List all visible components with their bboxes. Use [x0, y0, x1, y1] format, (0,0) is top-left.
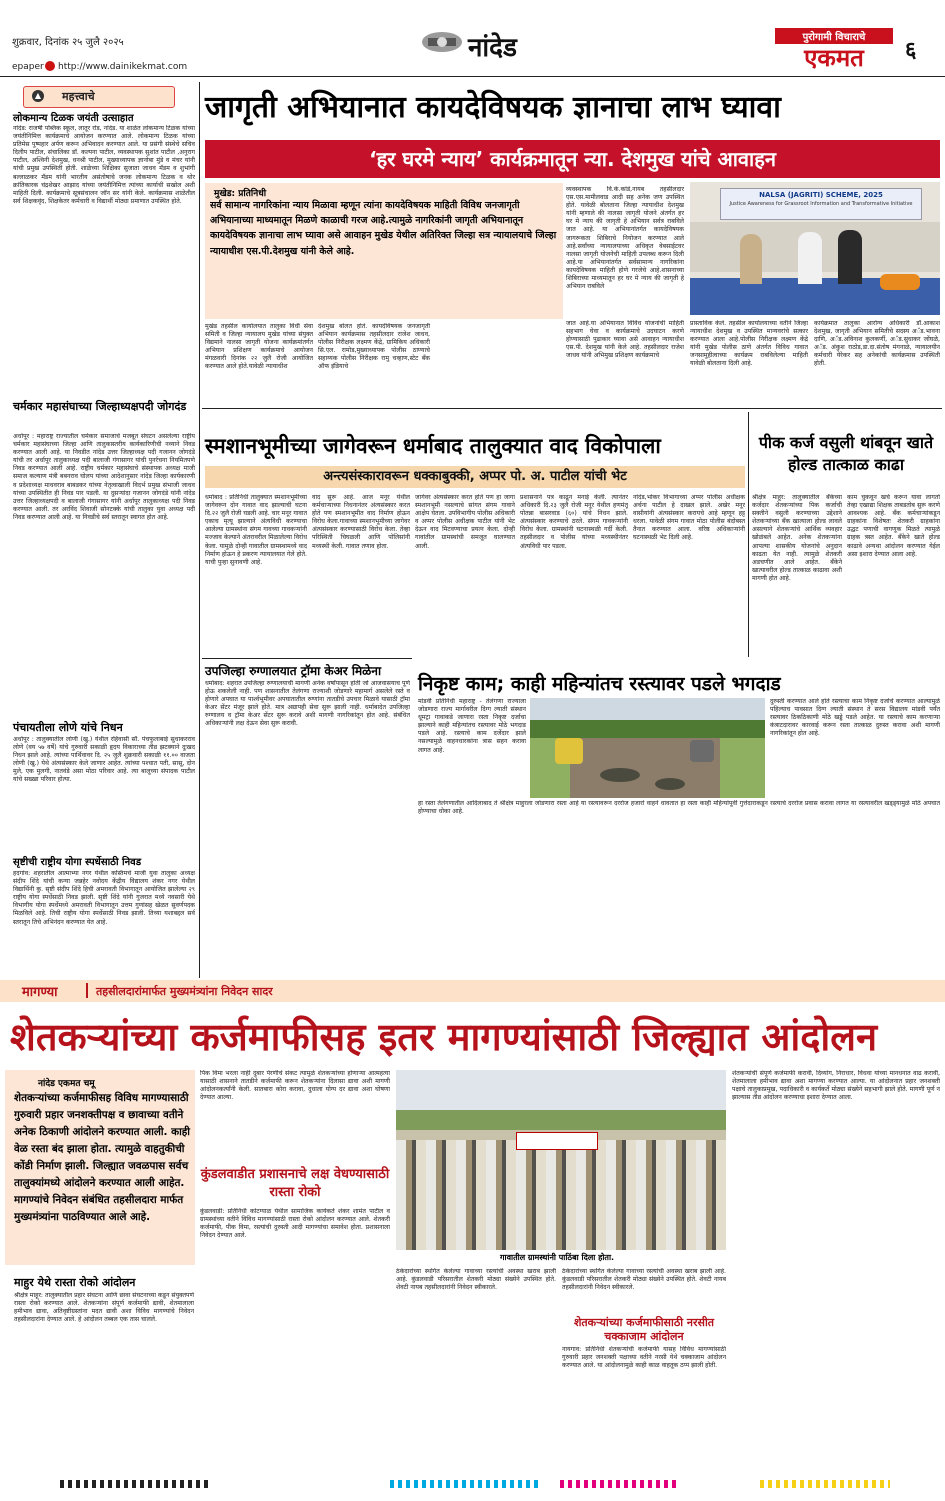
demands-col: ठेकेदारांच्या स्थगित केलेल्या गावाच्या रस्त्यांची अवस्था खराब झाली आहे. कुंडलवाडी परिसरातील शेतकरी मोठ्या संख्येने उपस्थित होते. शेवटी नायब तहसीलदारांनी निवेदन स्वीकारले.: [396, 1268, 556, 1292]
demands-headline: शेतकऱ्यांच्या कर्जमाफीसह इतर मागण्यांसाठी जिल्ह्यात आंदोलन: [10, 1015, 878, 1059]
sidebar-item-title: सृष्टीची राष्ट्रीय योगा स्पर्धेसाठी निवड: [13, 857, 142, 868]
demands-sub-body: कुंडलवाडी: प्रतिनिधी कोटग्याळ येथील सामाजिक कार्यकर्ते शंकर शामंत पाटील व ग्रामस्थांच्या वतीने विविध मागण्यांसाठी रास्ता रोको आंदोलन करण्यात आले. शेतकरी कर्जमाफी, पीक विमा, रस्त्यांची दुरुस्ती आदी मागण्यांचा समावेश होता. प्रशासनाला निवेदन देण्यात आले.: [200, 1208, 390, 1240]
photo-vehicle: [690, 740, 714, 762]
cremation-col: वाद सुरू आहे. आज मनूर येथील कर्मचाऱ्याच्या निधनानंतर अंत्यसंस्कार करत होते पण स्मशानभूमीत वाद निर्माण होऊन विरोध केला.गावाच्या स्मशानभूमीच्या जागेवर अंत्यसंस्कार करण्यासाठी विरोध केला. तेव्हा परिस्थिती चिघळली आणि पोलिसांनी मध्यस्थी केली. गावात तणाव होता.: [312, 494, 410, 550]
section-rule: [202, 658, 412, 659]
photo-person: [798, 232, 822, 284]
lead-col: देशमुख बोलत होते. कायदेविषयक जनजागृती अभियान कार्यक्रमास तहसीलदार राजेश जाधव, पोलीस निरीक्षक लक्ष्मण केंद्रे, ग्रामिकिय अधिकारी सि.एल. रामोड,मुख्याध्यापक पोलीस ठाण्याचे सहाय्यक पोलीस निरीक्षक रामु चव्हाण,स्टेट बँक ऑफ इंडियाचे: [318, 323, 430, 371]
photo-crowd: [396, 1140, 726, 1250]
road-caption: हा रस्ता तेलंगणातील आदिलाबाद ते श्रीक्षेत्र माहुरला जोडणारा रस्ता आहे या रस्त्यावरून दररोज हजारो वाहने धावतात हा रस्ता काही महिन्यांपूर्वी गुत्तेदाराकडून रस्त्याचे दररोज प्रवास करावा लागत या रस्त्यावरील खड्ड्यामुळे मोठे अपघात होण्याचा धोका आहे.: [418, 800, 940, 816]
protest-photo: [396, 1070, 726, 1250]
photo-person: [740, 234, 762, 284]
lead-col: मुखेड तहसील कार्यालयात तालुका विधी सेवा समिती व जिल्हा न्यायालय मुखेड यांच्या संयुक्त विद्यमाने नालसा जागृती योजना कार्यक्रमांतर्गत अभियान प्रशिक्षण कार्यक्रमाचे आयोजन मंगळवारी दिनांक २२ जुलै रोजी आयोजित करण्यात आले होते.यावेळी न्यायाधीश: [205, 323, 313, 371]
lead-dateline: मुखेड: प्रतिनिधी: [214, 189, 267, 199]
demands-kicker-bar: [0, 980, 945, 1002]
registration-mark: [760, 1480, 890, 1488]
masthead-date: शुक्रवार, दिनांक २५ जुलै २०२५: [12, 37, 124, 48]
sidebar-item-body: अर्धापूर : महाराष्ट्र राज्यातील चर्मकार समाजाचे मजबूत संघटन असलेल्या राष्ट्रीय चर्मकार महासंघाच्या जिल्हा आणि तालुकास्तरीय कार्यकारिणीची नव्याने निवड करण्यात आली आहे. या निवडीत नांदेड उत्तर जिल्हाध्यक्ष पदी गजानन जोगदंडे यांची तर अर्धापूर तालुकाध्यक्ष पदी बालाजी गंगासागर यांची पुनर्रचना नियमितपणे निवड करण्यात आली आहे. राष्ट्रीय चर्मकार महासंघाचे संस्थापक अध्यक्ष माजी समाज कल्याण मंत्री बबनराव घोलप यांच्या आदेशानुसार नांदेड जिल्हा कार्यकारणी व प्रदेशाध्यक्ष माधवराव बाबडकर यांच्या नेतृत्वाखाली विदर्भ प्रमुख संभाजी जाधव यांच्या उपस्थितीत ही निवड पार पडली. या दुसऱ्यांदा गजानन जोगदंडे यांनी नांदेड उत्तर जिल्हाध्यक्षपदी व बालाजी गंगासागर यांनी अर्धापूर तालुकाध्यक्ष पदी निवड करण्यात आली. तर अरविंद शिवाजी सोनटक्के यांची तालुका युवा अध्यक्ष पदी निवड करण्यात आली आहे. या निवडीचे सर्व स्तरातून स्वागत होत आहे.: [13, 433, 195, 521]
road-col: मांडवी प्रतिनिधी महाराष्ट्र - तेलंगणा राज्याला जोडणारा राज्य मार्गावरील दिग्ग ल्याती संस्थान धूमट्रा गावाकडे जाणारा रस्ता निकृष्ट दर्जाचा झाल्याने काही महिन्यांतच रस्त्यावर मोठे भगदाड पडले आहे. रस्त्याचे काम दर्जेदार झाले नसल्यामुळे वाहनधारकांना त्रास सहन करावा लागत आहे.: [418, 698, 526, 754]
brand-logo: [775, 28, 893, 74]
sidebar-item-title: पंचायतीला लोणे यांचे निधन: [13, 721, 123, 734]
hospital-headline: उपजिल्हा रुग्णालयात ट्रॉमा केअर मिळेना: [205, 664, 382, 678]
lead-col: कार्यक्रमात तालुका आरोग्य अधिकारी डॉ.आकाश देशमुख, जागृती अभियान समितीचे सदस्य अॅड.भावना दाणि, अॅड.अविनाश कुलकर्णी, अॅड.सुधाकर जोंघळे, अॅड. अंकुश राठोड,डा.दा.संतोष मंगनाळे, न्यायालयीन कर्मचारी येरेकर सह अनेकांची कार्यक्रमास उपस्थिती होती.: [814, 320, 940, 368]
demands-sub-title: शेतकऱ्यांच्या कर्जमाफीसाठी नरसीत चक्काजाम आंदोलन: [573, 1316, 715, 1343]
photo-caption: गावातील ग्रामस्थांनी पाठिंबा दिला होता.: [500, 1253, 615, 1262]
croploan-col: काम चुकवून खर्च करून यावा लागतो तेव्हा एखाद्या शिक्षक ताबडतोब सुरू करणे आवश्यक आहे. बँक कर्मचाऱ्यांकडून ग्राहकांना विशेषतः शेतकरी ग्राहकांना उद्धट पणाची वागणूक मिळते त्यामुळे ग्राहक त्रस्त आहेत. बँकेने खाते होल्ड काढावे अन्यथा आंदोलन करण्यात येईल असा इशारा देण्यात आला आहे.: [847, 494, 940, 558]
road-photo: [530, 698, 765, 798]
registration-mark: [390, 1480, 540, 1488]
croploan-headline: पीक कर्ज वसुली थांबवून खाते होल्ड तात्काळ काढा: [758, 433, 934, 474]
photo-pothole: [655, 778, 685, 790]
photo-person: [838, 230, 862, 284]
lead-subheadline: ‘हर घरमे न्याय’ कार्यक्रमातून न्या. देशमुख यांचे आवाहन: [369, 147, 776, 171]
sidebar: [5, 80, 197, 980]
page-number: ६: [905, 38, 917, 63]
registration-strip: [0, 1478, 945, 1492]
sidebar-label-box: [23, 86, 175, 108]
photo-flowers: [880, 274, 920, 290]
demands-sub-title: कुंडलवाडीत प्रशासनाचे लक्ष वेधण्यासाठी रास्ता रोको: [200, 1167, 390, 1200]
cremation-col: धर्माबाद : प्रतिनिधी तालुक्यात स्मशानभूमीच्या जागेवरून दोन गावात वाद झाल्याची घटना दि.२२ जुलै रोजी घडली आहे. चार मनूर गावात एकाच मृत्यू झाल्याने अंत्यविधी करण्याचा आलेल्या ग्रामस्थांना संगम गावच्या गावकऱ्यांनी मज्जाव केल्याने अंतरावरील मिळालेल्या विरोध केला. यामुळे दोन्ही गावातील ग्रामस्थामध्ये वाद निर्माण होऊन हे प्रकरण न्यायालयात गेले होते. याची पुन्हा सुनावणी आहे.: [205, 494, 307, 566]
site-url[interactable]: http://www.dainikekmat.com: [58, 62, 188, 72]
sidebar-item-body: हदगांव: शहरातील आत्माभ्या नगर येथील कस्तिमचे माजी युवा तालुका अध्यक्ष संदीप शिंदे यांची कन्या जन्नहेर नवोदय केंद्रीय विद्यालय शंकर नगर येथील विद्यार्थिनी कु. सृष्टी संदीप शिंदे हिची अमरावती विभागातून आयोजित झालेल्या २९ राष्ट्रीय योगा स्पर्धेसाठी निवड झाली. सृष्टी शिंदे यांनी गुजरात मध्ये नवसारी येथे विभागीय योगा स्पर्धेमध्ये अमरावती विभागातून उत्तम गुणांसह खेळत सुवर्णपदक मिळविले आहे. तिची राष्ट्रीय योगा स्पर्धेसाठी निवड झाली. तिच्या यशाबद्दल सर्व स्तरातून तिचे अभिनंदन करण्यात येत आहे.: [13, 870, 195, 926]
registration-mark: [560, 1480, 680, 1488]
kicker-divider: [86, 983, 88, 998]
sidebar-label: महत्त्वाचे: [62, 90, 95, 103]
photo-vehicle: [555, 738, 583, 764]
masthead-rule: [0, 76, 945, 77]
demands-intro: शेतकऱ्यांच्या कर्जमाफीसह विविध मागण्यासाठी गुरुवारी प्रहार जनशक्तीपक्ष व छावाच्या वतीने अनेक ठिकाणी आंदोलने करण्यात आली. काही वेळ रस्ता बंद झाला होता. त्यामुळे वाहतुकीची कोंडी निर्माण झाली. जिल्ह्यात जवळपास सर्वच तालुक्यांमध्ये आंदोलने करण्यात आली आहेत. मागण्यांचे निवेदन संबंधित तहसीलदारा मार्फत मुख्यमंत्र्यांना पाठविण्यात आले आहे.: [14, 1092, 191, 1223]
demands-sub-title: माहुर येथे रास्ता रोको आंदोलन: [14, 1276, 136, 1289]
demands-label: मागण्या: [22, 985, 58, 1000]
demands-col: ठेकेदारांच्या स्थगित केलेल्या गावाच्या रस्त्यांची अवस्था खराब झाली आहे. कुंडलवाडी परिसरातील शेतकरी मोठ्या संख्येने उपस्थित होते. शेवटी नायब तहसीलदारांनी निवेदन स्वीकारले.: [562, 1268, 726, 1292]
edition-name: नांदेड: [468, 33, 517, 63]
photo-banner: [516, 1132, 598, 1150]
demands-col: पिक विमा भरला नाही दुबार पेरणीचे संकट त्यामुळे शेतकऱ्यांच्या होणाऱ्या आत्महत्या यासाठी शासनाने तातडीने कर्जमाफी करून शेतकऱ्यांना दिलासा द्यावा अशी मागणी आंदोलनकर्त्यांनी केली. सातबारा कोरा करावा, दुधाला योग्य दर द्यावा अशा घोषणा देण्यात आल्या.: [200, 1070, 390, 1102]
column-divider: [748, 412, 749, 657]
lead-subheadline-box: [205, 140, 940, 178]
brand-tagline: पुरोगामी विचाराचे: [775, 28, 893, 44]
lead-col: व्यवस्थापक वि.के.कांडे,नायब तहसीलदार एस.एस.मामीलवाड आदी सह अनेक जण उपस्थित होते. यावेळी बोलताना जिल्हा न्यायाधीश देशमुख यांनी म्हणाले की नालसा जागृती योजने अंतर्गत हर घर मे न्याय की जागृती हे अभियान सर्वत्र राबविले जात आहे. या अभियानांतर्गत कायदेविषयक जागरूकता शिबिराचे नियोजन करण्यात आले आहे.सर्वांच्या न्यायालयाच्या अधिकृत वेबसाईटवर नालसा जागृती योजनेची माहिती उपलब्ध करून दिली आहे.या अभियानांतर्गत सर्वसामान्य नागरिकांना कायदेविषयक माहिती होणे गरजेचे आहे.शासनाच्या शिबिराच्या माध्यमातून हर घर मे न्याय की जागृती हे अभियान राबविले: [566, 186, 684, 291]
lead-intro: सर्व सामान्य नागरिकांना न्याय मिळावा म्हणून त्यांना कायदेविषयक माहिती विविध जनजागृती अभियानाच्या माध्यमातून मिळणे काळाची गरज आहे.त्यामुळे नागरिकांनी जागृती अभियानातून कायदेविषयक ज्ञानाचा लाभ घ्यावा असे आवाहन मुखेड येथील अतिरिक्त जिल्हा सत्र न्यायालयाचे जिल्हा न्यायाधीश एस.पी.देशमुख यांनी केले आहे.: [210, 200, 557, 257]
cremation-col: प्रशासनाने पत्र काढून मनाई केली. त्यानंतर अधिकारी दि.२३ जुलै रोजी मनूर येथील हणमंतू पोतन्ना बासरवाड (६०) यांचे निधन झाले. अंत्यसंस्कार करण्याचे ठरले. संगम गावकऱ्यांनी विरोध केला. ग्रामस्थांनी घटनास्थळी गर्दी केली. तहसीलदार व पोलीस यांच्या मध्यस्थीनंतर अंत्यविधी पार पडला.: [520, 494, 628, 550]
cremation-col: नांदेड,भोकर विभागाच्या अप्पर पोलीस अधीक्षक अर्चना पाटील हे दाखल झाले. अखेर मनूर वासीयांनी अंत्यसंस्कार करायचे आहे म्हणून हट्ट धरला. यावेळी संगम गावात मोठा पोलीस बंदोबस्त तैनात करण्यात आला. वरिष्ठ अधिकाऱ्यांनी घटनास्थळी भेट दिली आहे.: [633, 494, 745, 542]
croploan-col: श्रीक्षेत्र माहूर: तालुक्यातील बँकेच्या कर्जदार शेतकऱ्यांच्या पिक कर्जाची सक्तीने वसुली करण्याच्या उद्देशाने शेतकऱ्यांच्या बँक खात्याला होल्ड लावले असल्याने शेतकऱ्यांचे आर्थिक व्यवहार खोळंबले आहेत. अनेक शेतकऱ्यांना आपल्या शासकीय योजनांचे अनुदान काढता येत नाही. त्यामुळे शेतकरी अडचणीत आले आहेत. बँकेने खात्यावरील होल्ड तात्काळ काढावा अशी मागणी होत आहे.: [752, 494, 842, 582]
cremation-subheadline: अन्त्यसंस्कारावरून धक्काबुक्की, अप्पर पो. अ. पाटील यांची भेट: [323, 469, 627, 484]
photo-banner-title: NALSA (JAGRITI) SCHEME, 2025: [759, 191, 883, 199]
globe-icon: [45, 61, 55, 71]
hospital-body: धर्माबाद: शहरात उपजिल्हा रुग्णालयाची मागणी अनेक वर्षांपासून होती जो आजवासयाच पूर्ण होऊ शकलेली नाही. पण शासनातील तेलंगणा राज्याशी जोडणारे महामार्ग असलेले रस्ते व होणारे अपघात या पार्श्वभूमीवर अपघातातील रुग्णांना तातडीचे उपचार मिळावे यासाठी ट्रॉमा केअर सेंटर मंजूर झाले होते. मात्र अद्यापही सेवा सुरू झाली नाही. धर्माबादेत उपजिल्हा रुग्णालय व ट्रॉमा केअर सेंटर सुरू करावे अशी मागणी नागरिकांतून होत आहे. संबंधित अधिकाऱ्यांनी लक्ष देऊन सेवा सुरू करावी.: [205, 680, 410, 728]
lead-col: जात आहे.या अभियानात विविध योजनांची माहिती सहभाग घेवा व कार्यक्रमाचे उदघाटन करणे होण्यासाठी पुढाकार घ्यावा असे आवाहन न्यायाधीश एस.पी. देशमुख यांनी केले आहे. तहसीलदार राजेश जाधव यांनी अभिमुख प्रशिक्षण कार्यक्रमाचे: [566, 320, 684, 360]
demands-kicker: तहसीलदारांमार्फत मुख्यमंत्र्यांना निवेदन सादर: [96, 985, 273, 998]
emblem-icon: [420, 30, 464, 54]
sidebar-item-body: नांदेड: राजर्षी पब्लिक स्कूल, लातूर रोड, नांदेड. या शाळेत लोकमान्य टिळक यांच्या जयंतीनिमित्त कार्यक्रमाचे आयोजन करण्यात आले. लोकमान्य टिळक यांच्या प्रतिमेस पुष्पहार अर्पण करून अभिवादन करण्यात आले. या प्रसंगी संस्थेचे सचिव दिलीप पाटील, संचालिका डॉ. कल्पना पाटील, व्यवस्थापक सुशांत पाटील ,अनुराग पाटील, अश्विनी देशमुख, धनश्री पाटील, मुख्याध्यापक ज्ञानोबा मुंडे व मंचर यांनी यांची प्रमुख उपस्थिती होती. शाळेच्या शिक्षिका सुजाता जाधव मॅडम व शुभांगी बल्लाळकर मॅडम यांनी भारतीय असंतोषाचे जनक लोकमान्य टिळक व थोर क्रांतिकारक चंद्रशेखर आझाद यांच्या जयंतीनिमित्त त्यांच्या कार्याची सखोल अशी माहिती दिली. कार्यक्रमाचे सूत्रसंचालन जॉन सर यांनी केले. कार्यक्रमास शाळेतील सर्व शिक्षकवृंद, शिक्षकेतर कर्मचारी व विद्यार्थी मोठ्या प्रमाणात उपस्थित होते.: [13, 125, 195, 205]
brand-name: एकमत: [804, 44, 864, 72]
demands-col: शेतकऱ्यांची संपूर्ण कर्जमाफी करावी, दिव्यांग, निराधार, विधवा यांच्या मानधनात वाढ करावी, शेतमालाला हमीभाव द्यावा अशा मागण्या करण्यात आल्या. या आंदोलनात प्रहार जनशक्ती पक्षाचे तालुकाप्रमुख, पदाधिकारी व कार्यकर्ते मोठ्या संख्येने सहभागी झाले होते. मागणी पूर्ण न झाल्यास तीव्र आंदोलन करण्याचा इशारा देण्यात आला.: [732, 1070, 940, 1102]
lead-headline: जागृती अभियानात कायदेविषयक ज्ञानाचा लाभ घ्यावा: [205, 90, 781, 125]
lead-photo: [690, 182, 940, 315]
section-rule: [202, 408, 942, 409]
cremation-col: जागेवर अंत्यसंस्कार करत होते पण हा जागा स्मशानभूमी नसल्याचे सांगत संगम गावाने आक्षेप घेतला. उपविभागीय पोलीस अधिकारी व अप्पर पोलीस अधीक्षक पाटील यांनी भेट देऊन वाद मिटवण्याचा प्रयत्न केला. दोन्ही गावांतील ग्रामस्थांची समजूत घालण्यात आली.: [415, 494, 515, 550]
sidebar-item-title: चर्मकार महासंघाच्या जिल्हाध्यक्षपदी जोगदंड: [13, 400, 187, 413]
sidebar-divider: [199, 82, 200, 978]
cremation-headline: स्मशानभूमीच्या जागेवरून धर्माबाद तालुक्यात वाद विकोपाला: [205, 434, 661, 458]
road-col: दुरुस्ती करण्यात आले होते रस्त्याचा काम निकृष्ट दर्जाचे करण्यात आल्यामुळे पहिल्याच पावसात दिग्ग ल्याती संस्थान ते सरस विद्यालय मांडवी पर्यंत रस्त्यावर ठिकठिकाणी मोठे खड्डे पडले आहेत. या रस्त्याचे काम करणाऱ्या कंत्राटदारावर कारवाई करून रस्ता तात्काळ दुरुस्त करावा अशी मागणी नागरिकांतून होत आहे.: [770, 698, 940, 738]
demands-sub-body: श्रीक्षेत्र माहूर: तालुक्यातील प्रहार संघटना आणि छावा संघटनाच्या कडून संयुक्तपणे रास्ता रोको करण्यात आले. शेतकऱ्यांना संपूर्ण कर्जमाफी द्यावी, शेतमालाला हमीभाव द्यावा, अतिवृष्टीग्रस्तांना मदत द्यावी अशा विविध मागण्यांचे निवेदन तहसीलदारांना देण्यात आले. हे आंदोलन तब्बल एक तास चालले.: [14, 1292, 194, 1324]
photo-banner-sub: Justice Awareness for Grassroot Information and Transformative Initiative: [729, 201, 913, 207]
photo-trees: [396, 1110, 726, 1130]
lead-col: प्रास्ताविक केले. तहसील कार्यालयाच्या वतीने जिल्हा न्यायाधीश देशमुख व उपस्थित मान्यवरांचे सत्कार करण्यात आला आहे.पोलीस निरीक्षक लक्ष्मण केंद्रे यांनी मुखेड पोलीस ठाणे अंतर्गत विविध गावात जनसामुहीत्वाच्या कार्यक्रम राबविलेल्या माहिती यावेळी बोलताना दिली आहे.: [690, 320, 808, 368]
chevron-icon: ▲: [32, 90, 44, 102]
demands-dateline: नांदेड एकमत चमू: [38, 1079, 95, 1089]
sidebar-item-body: अर्धापूर : तालुक्यातील लोणी (खु.) येथील रहिवासी सौ. पंचफुलाबाई सुधाकरराव लोणे (वय ५७ वर्षे) यांचे गुरुवारी सकाळी हृदय विकाराच्या तीव्र झटक्याने दुःखद निधन झाले आहे. त्यांच्या पार्थिवावर दि. २५ जुलै शुक्रवारी सकाळी ११.०० वाजता लोणी (खु.) येथे अंत्यसंस्कार केले जाणार आहेत. त्यांच्या पश्चात पती, सासू, दोन मुले, एक मुलगी, नातवंडे असा मोठा परिवार आहे. त्या बालूच्या संपादक पाटील यांचे सख्खा परिवार होत्या.: [13, 736, 195, 784]
photo-trees: [530, 720, 765, 738]
demands-sub-body: नायगाव: प्रतिनिधी शेतकऱ्यांची कर्जमाफी यासह विविध मागण्यांसाठी गुरुवारी प्रहार जनशक्ती पक्षाच्या वतीने नरसी येथे चक्काजाम आंदोलन करण्यात आले. या आंदोलनामुळे काही काळ वाहतूक ठप्प झाली होती.: [562, 1346, 726, 1370]
photo-pothole: [600, 768, 640, 782]
masthead: [0, 0, 945, 80]
cremation-sub-box: [205, 466, 745, 488]
sidebar-item-title: लोकमान्य टिळक जयंती उत्साहात: [13, 113, 134, 124]
road-headline: निकृष्ट काम; काही महिन्यांतच रस्त्यावर पडले भगदाड: [418, 673, 781, 695]
epaper-label: epaper: [12, 62, 44, 72]
photo-banner: [720, 188, 922, 220]
registration-mark: [60, 1480, 210, 1488]
